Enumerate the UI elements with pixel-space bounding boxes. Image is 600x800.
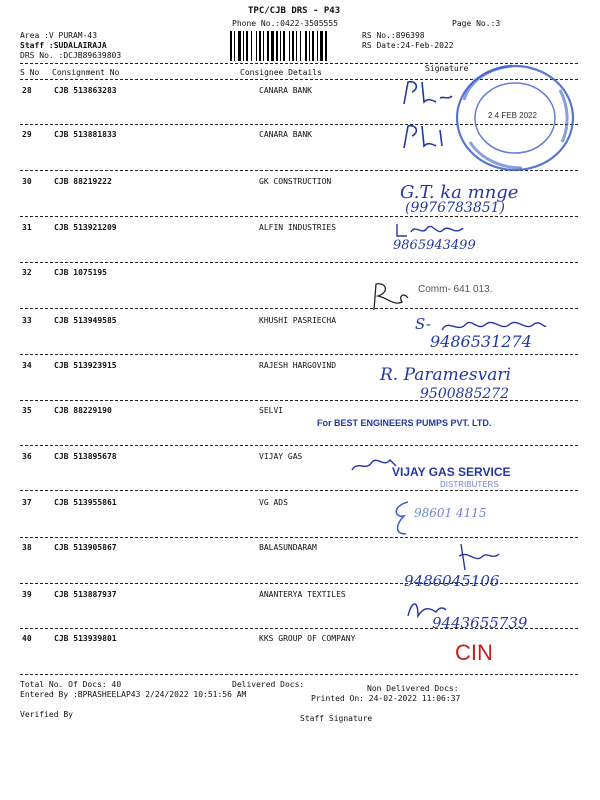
company-stamp: DISTRIBUTERS <box>440 480 499 489</box>
row-consignment: CJB 513949585 <box>54 316 117 325</box>
row-sno: 38 <box>22 543 32 552</box>
divider <box>20 262 578 263</box>
row-sno: 36 <box>22 452 32 461</box>
row-consignee: CANARA BANK <box>259 86 312 95</box>
rs-number: RS No.:896398 <box>362 31 425 40</box>
row-sno: 35 <box>22 406 32 415</box>
staff-label: Staff :SUDALAIRAJA <box>20 41 107 50</box>
row-consignment: CJB 513887937 <box>54 590 117 599</box>
row-consignee: CANARA BANK <box>259 130 312 139</box>
row-sno: 32 <box>22 268 32 277</box>
signature-scribble <box>400 122 460 152</box>
signature-text: R. Paramesvari <box>380 365 511 385</box>
row-consignee: VIJAY GAS <box>259 452 303 461</box>
phone-handwritten: 9443655739 <box>432 614 528 632</box>
phone-handwritten: (9976783851) <box>405 200 505 216</box>
page-number: Page No.:3 <box>452 19 501 28</box>
area-label: Area :V PURAM-43 <box>20 31 98 40</box>
row-consignment: CJB 513905867 <box>54 543 117 552</box>
document-title: TPC/CJB DRS - P43 <box>248 6 341 16</box>
signature-scribble <box>393 220 473 240</box>
row-sno: 30 <box>22 177 32 186</box>
column-header-consignee: Consignee Details <box>240 68 322 77</box>
row-consignment: CJB 1075195 <box>54 268 107 277</box>
row-sno: 37 <box>22 498 32 507</box>
barcode <box>229 31 355 61</box>
divider <box>20 674 578 675</box>
column-header-consignment: Consignment No <box>52 68 120 77</box>
signature-text: S- <box>415 315 431 333</box>
signature-scribble <box>455 540 505 574</box>
delivered-docs: Delivered Docs: <box>232 680 305 689</box>
row-consignee: KHUSHI PASRIECHA <box>259 316 337 325</box>
phone-handwritten: 9500885272 <box>420 386 510 402</box>
staff-signature: Staff Signature <box>300 714 373 723</box>
row-sno: 39 <box>22 590 32 599</box>
row-consignment: CJB 513895678 <box>54 452 117 461</box>
column-header-sno: S No <box>20 68 40 77</box>
row-consignee: GK CONSTRUCTION <box>259 177 332 186</box>
phone-handwritten: 9486531274 <box>430 332 532 351</box>
phone-handwritten: 9486045106 <box>404 572 500 590</box>
column-header-signature: Signature <box>425 64 469 73</box>
signature-scribble <box>368 278 410 314</box>
bank-stamp <box>450 60 580 175</box>
company-stamp: For BEST ENGINEERS PUMPS PVT. LTD. <box>317 418 492 428</box>
drs-number: DRS No. :DCJB89639803 <box>20 51 122 60</box>
row-consignment: CJB 513923915 <box>54 361 117 370</box>
row-sno: 31 <box>22 223 32 232</box>
signature-scribble <box>400 78 460 108</box>
divider <box>20 216 578 217</box>
stamp-text: Comm- 641 013. <box>418 284 493 295</box>
divider <box>20 490 578 491</box>
phone-handwritten: 98601 4115 <box>414 506 487 520</box>
divider <box>20 445 578 446</box>
rs-date: RS Date:24-Feb-2022 <box>362 41 454 50</box>
row-consignment: CJB 513955861 <box>54 498 117 507</box>
verified-by: Verified By <box>20 710 73 719</box>
signature-scribble <box>350 452 400 476</box>
row-sno: 28 <box>22 86 32 95</box>
row-consignee: SELVI <box>259 406 284 415</box>
row-consignment: CJB 513939801 <box>54 634 117 643</box>
stamp-date: 2 4 FEB 2022 <box>488 111 537 120</box>
divider <box>20 537 578 538</box>
printed-on: Printed On: 24-02-2022 11:06:37 <box>311 694 461 703</box>
entered-by: Entered By :BPRASHEELAP43 2/24/2022 10:51:56 AM <box>20 690 247 699</box>
row-consignment: CJB 513921209 <box>54 223 117 232</box>
row-consignee: VG ADS <box>259 498 288 507</box>
row-sno: 29 <box>22 130 32 139</box>
row-consignment: CJB 88229190 <box>54 406 112 415</box>
signature-text: G.T. ka mnge <box>400 182 519 203</box>
row-consignee: ALFIN INDUSTRIES <box>259 223 337 232</box>
phone-handwritten: 9865943499 <box>393 238 476 253</box>
row-sno: 33 <box>22 316 32 325</box>
handwritten-mark: CIN <box>455 640 493 665</box>
row-consignment: CJB 513863283 <box>54 86 117 95</box>
row-sno: 40 <box>22 634 32 643</box>
row-consignee: KKS GROUP OF COMPANY <box>259 634 356 643</box>
row-consignment: CJB 88219222 <box>54 177 112 186</box>
non-delivered-docs: Non Delivered Docs: <box>367 684 459 693</box>
company-stamp: VIJAY GAS SERVICE <box>392 465 511 479</box>
divider <box>20 308 578 309</box>
row-consignee: ANANTERYA TEXTILES <box>259 590 346 599</box>
row-sno: 34 <box>22 361 32 370</box>
row-consignee: RAJESH HARGOVIND <box>259 361 337 370</box>
divider <box>20 354 578 355</box>
total-docs: Total No. Of Docs: 40 <box>20 680 122 689</box>
row-consignee: BALASUNDARAM <box>259 543 317 552</box>
phone-number: Phone No.:0422-3505555 <box>232 19 338 28</box>
row-consignment: CJB 513881833 <box>54 130 117 139</box>
